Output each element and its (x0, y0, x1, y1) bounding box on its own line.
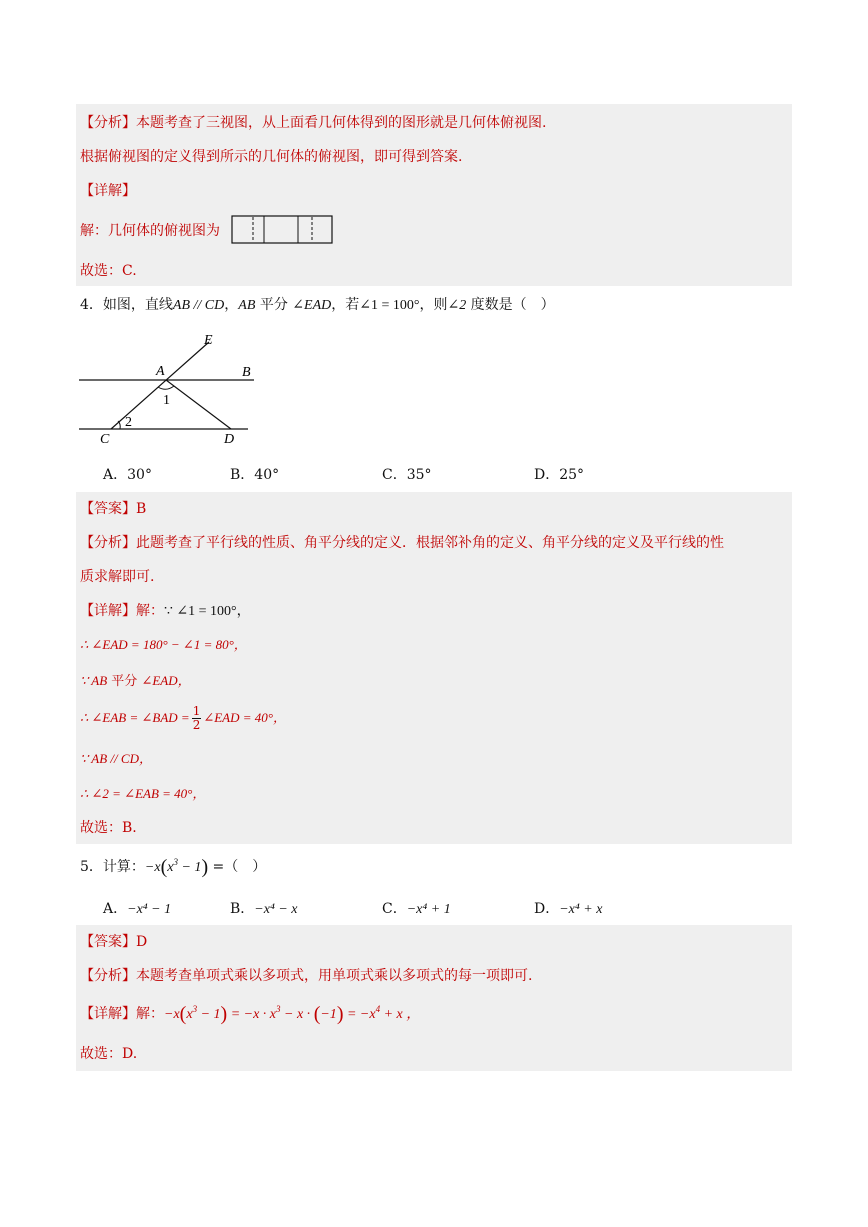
q4-step4-a: ∴ ∠EAB = ∠BAD = (80, 710, 190, 725)
q5-detail-expression: $-x(x^3 - 1) = -x \cdot x^3 - x \cdot (-1) = -x^4 + x$ ， (164, 1003, 421, 1025)
q4-stem (80, 296, 555, 315)
q4-option-a-value: 30° (127, 467, 152, 483)
q5-stem-tail: =（ ） (208, 859, 267, 875)
fraction-denominator: 2 (192, 718, 201, 732)
q4-step5 (80, 750, 152, 769)
q4-stem-sep4: ，则 (419, 297, 448, 313)
q5-option-d-label: D． (534, 901, 560, 917)
q4-step3-c: ∠EAD， (141, 673, 191, 688)
q4-answer: 【答案】B (80, 501, 147, 517)
q4-stem-ab: AB (238, 298, 256, 313)
q5-option-c (382, 900, 451, 919)
q4-option-c-value: 35° (406, 467, 432, 483)
q5-option-b-expr: −x⁴ − x (254, 902, 298, 917)
q4-step3-b: 平分 (107, 674, 142, 689)
q4-step1: ∵ ∠1 = 100°， (164, 604, 251, 619)
q4-stem-condition: ∠1 = 100° (359, 298, 420, 313)
q4-step5-text: ∵ AB // CD， (80, 751, 152, 766)
q4-step2-text: ∴ ∠EAD = 180° − ∠1 = 80°， (80, 637, 247, 652)
q5-analysis: 【分析】本题考查单项式乘以多项式，用单项式乘以多项式的每一项即可. (80, 968, 533, 984)
label-D: D (224, 432, 235, 447)
label-C: C (100, 432, 110, 447)
fraction-numerator: 1 (192, 704, 201, 718)
q5-detail-jie: 解： (136, 1006, 164, 1022)
q4-analysis-line2: 质求解即可. (80, 569, 155, 585)
q5-stem-label: 5．计算： (80, 859, 145, 875)
q5-option-d (534, 900, 602, 919)
q4-option-a-label: A． (103, 467, 128, 483)
q4-stem-sep3: ，若 (331, 297, 360, 313)
q5-final-answer: 故选：D. (80, 1046, 138, 1062)
q4-final-answer: 故选：B. (80, 820, 137, 836)
q5-detail-heading: 【详解】 (80, 1006, 136, 1022)
q3-analysis-line2: 根据俯视图的定义得到所示的几何体的俯视图，即可得到答案. (80, 149, 463, 165)
q4-stem-sep1: ， (224, 297, 239, 313)
q4-geometry-figure (76, 328, 276, 448)
q4-stem-angle: ∠EAD (292, 298, 332, 313)
q4-option-d-value: 25° (559, 467, 585, 483)
q4-option-d (534, 466, 584, 484)
q4-step3-a: ∵ AB (80, 673, 108, 688)
label-B: B (242, 365, 251, 380)
label-A: A (156, 364, 165, 379)
q4-stem-prefix: 4．如图，直线 (80, 297, 173, 313)
q4-option-b-value: 40° (254, 467, 280, 483)
q5-stem (80, 858, 266, 877)
q4-option-d-label: D． (534, 467, 560, 483)
q3-final-answer: 故选：C. (80, 263, 137, 279)
q4-step4-b: ∠EAD = 40°， (203, 710, 286, 725)
q5-option-a (103, 900, 171, 919)
top-view-figure (231, 215, 333, 245)
q4-detail-heading: 【详解】 (80, 603, 136, 619)
q4-option-a (103, 466, 152, 484)
q5-option-a-expr: −x⁴ − 1 (127, 902, 172, 917)
q4-detail-jie: 解： (136, 603, 164, 619)
q4-step3 (80, 672, 191, 691)
q4-stem-angle2: ∠2 (447, 298, 467, 313)
q4-detail-line (80, 602, 251, 621)
q5-option-d-expr: −x⁴ + x (559, 902, 603, 917)
q5-option-c-expr: −x⁴ + 1 (406, 902, 451, 917)
q4-analysis-line1: 【分析】此题考查了平行线的性质、角平分线的定义．根据邻补角的定义、角平分线的定义及平行线的性 (80, 535, 724, 551)
q5-option-c-label: C． (382, 901, 407, 917)
q4-step6-text: ∴ ∠2 = ∠EAB = 40°， (80, 786, 206, 801)
q5-expression: $-x(x^3 - 1)$ (144, 856, 209, 878)
q4-step2 (80, 636, 247, 655)
q4-stem-sep2: 平分 (255, 297, 293, 313)
q4-option-b-label: B． (230, 467, 255, 483)
label-angle-1: 1 (163, 393, 170, 408)
label-E: E (204, 333, 213, 348)
q5-answer: 【答案】D (80, 934, 148, 950)
label-angle-2: 2 (125, 415, 132, 430)
q4-stem-parallel: AB // CD (172, 298, 225, 313)
q5-detail-line (80, 1005, 420, 1024)
solution-panel-q5 (76, 925, 792, 1071)
q4-step6 (80, 785, 205, 804)
q4-option-c (382, 466, 432, 484)
q3-detail-text: 解：几何体的俯视图为 (80, 223, 220, 239)
q4-option-c-label: C． (382, 467, 407, 483)
q4-option-b (230, 466, 279, 484)
q5-option-b-label: B． (230, 901, 255, 917)
q5-option-b (230, 900, 298, 919)
q4-stem-suffix: 度数是（ ） (466, 297, 555, 313)
q3-detail-heading: 【详解】 (80, 183, 136, 199)
q3-analysis-line1: 【分析】本题考查了三视图，从上面看几何体得到的图形就是几何体俯视图. (80, 115, 547, 131)
fraction-one-half (192, 705, 202, 732)
q4-step4 (80, 702, 286, 735)
q5-option-a-label: A． (103, 901, 128, 917)
